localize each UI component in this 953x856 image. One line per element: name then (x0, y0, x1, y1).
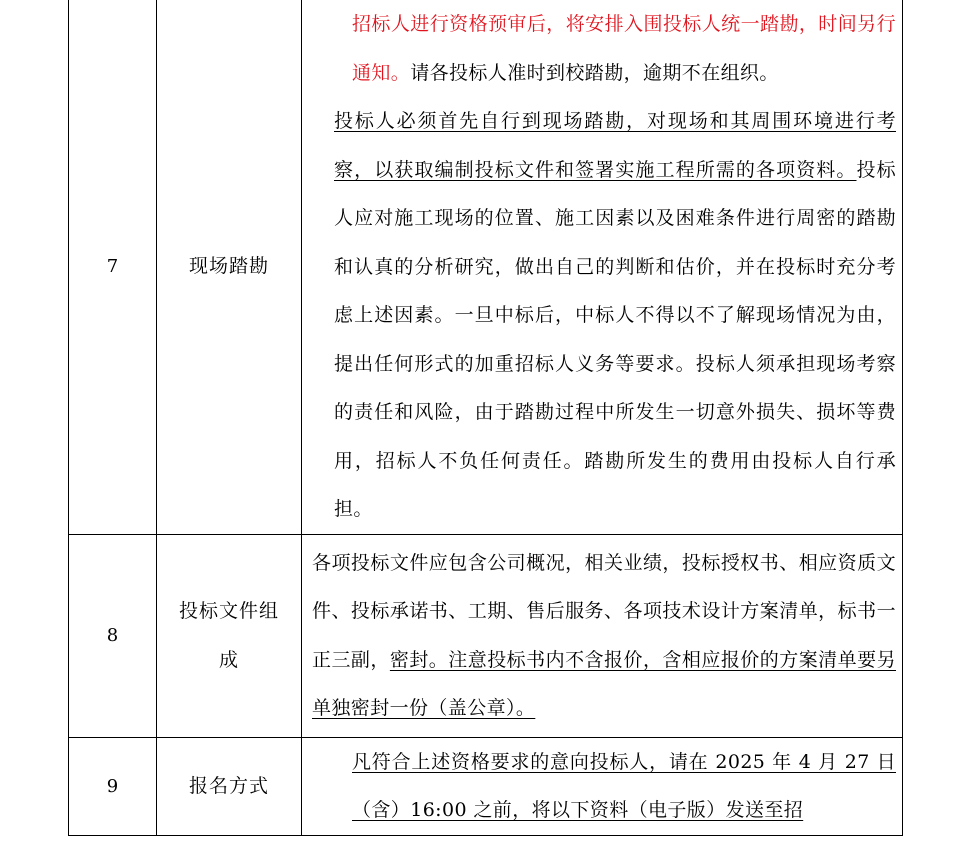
item-content (302, 534, 903, 737)
row-number: 7 (69, 0, 157, 534)
content-text: 各项投标文件应包含公司概况，相关业绩，投标授权书、相应资质文件、投标承诺书、工期、售后服务、各项技术设计方案清单，标书一正三副， (312, 551, 896, 671)
item-name (157, 534, 302, 737)
table-row (69, 0, 903, 534)
content-paragraph (312, 97, 896, 534)
underlined-text: 投标人必须首先自行到现场踏勘，对现场和其周围环境进行考察，以获取编制投标文件和签署实施工程所需的各项资料。 (334, 110, 896, 181)
item-name-text: 投标文件组成 (178, 599, 279, 671)
content-paragraph (312, 539, 896, 733)
row-number: 8 (69, 534, 157, 737)
item-content (302, 737, 903, 835)
table-row (69, 737, 903, 835)
content-text: 请各投标人准时到校踏勘，逾期不在组织。 (410, 61, 779, 84)
item-name: 现场踏勘 (157, 0, 302, 534)
underlined-text: 凡符合上述资格要求的意向投标人，请在 2025 年 4 月 27 日（含）16:00 之前，将以下资料（电子版）发送至招 (352, 750, 896, 821)
tender-info-table (68, 0, 903, 836)
underlined-text: 密封。注意投标书内不含报价，含相应报价的方案清单要另单独密封一份（盖公章）。 (312, 648, 896, 719)
table-row (69, 534, 903, 737)
item-name: 报名方式 (157, 737, 302, 835)
red-notice-text: 招标人进行资格预审后，将安排入围投标人统一踏勘，时间另行通知。 (352, 13, 896, 84)
row-number: 9 (69, 737, 157, 835)
content-paragraph (312, 0, 896, 97)
item-content (302, 0, 903, 534)
content-paragraph (312, 738, 896, 835)
content-text: 投标人应对施工现场的位置、施工因素以及困难条件进行周密的踏勘和认真的分析研究，做出自己的判断和估价，并在投标时充分考虑上述因素。一旦中标后，中标人不得以不了解现场情况为由，提出任何形式的加重招标人义务等要求。投标人须承担现场考察的责任和风险，由于踏勘过程中所发生一切意外损失、损坏等费用，招标人不负任何责任。踏勘所发生的费用由投标人自行承担。 (334, 158, 896, 520)
